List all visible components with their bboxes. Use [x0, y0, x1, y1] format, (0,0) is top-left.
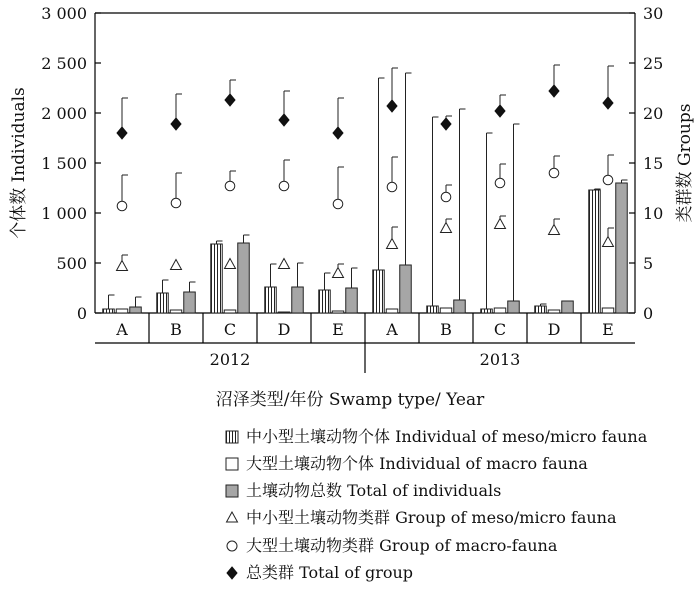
x-axis-title: 沼泽类型/年份 Swamp type/ Year: [215, 390, 485, 410]
year-label: 2013: [479, 350, 521, 369]
bar: [535, 306, 547, 313]
category-label: B: [440, 320, 452, 339]
bar: [319, 290, 331, 313]
right-y-ticks: [629, 4, 663, 323]
left-tick-label: 1 000: [41, 204, 87, 223]
point-meso-group: [225, 259, 236, 269]
bar: [562, 301, 574, 313]
category-label: A: [386, 320, 398, 339]
point-total-group: [387, 100, 397, 112]
bar: [440, 308, 452, 313]
legend-label-macro-group: 大型土壤动物类群 Group of macro-fauna: [246, 536, 558, 555]
bar: [292, 287, 304, 313]
bar: [157, 293, 169, 313]
legend: [226, 427, 648, 582]
category-label: E: [602, 320, 614, 339]
point-total-group: [603, 97, 613, 109]
point-meso-group: [387, 239, 398, 249]
point-macro-group: [333, 199, 343, 209]
point-meso-group: [279, 259, 290, 269]
left-tick-label: 1 500: [41, 154, 87, 173]
bar: [238, 243, 250, 313]
legend-label-total-individual: 土壤动物总数 Total of individuals: [246, 481, 502, 500]
point-meso-group: [441, 223, 452, 233]
legend-label-macro-individual: 大型土壤动物个体 Individual of macro fauna: [246, 454, 588, 473]
legend-label-meso-individual: 中小型土壤动物个体 Individual of meso/micro fauna: [246, 427, 648, 446]
legend-marker-macro-group: [227, 541, 237, 551]
point-macro-group: [603, 175, 613, 185]
category-label: A: [116, 320, 128, 339]
bar: [616, 183, 628, 313]
legend-label-meso-group: 中小型土壤动物类群 Group of meso/micro fauna: [246, 508, 617, 527]
right-tick-label: 30: [643, 4, 664, 23]
point-total-group: [333, 127, 343, 139]
bar: [184, 292, 196, 313]
legend-marker-total-group: [227, 567, 237, 579]
legend-swatch-total-individual: [226, 485, 238, 497]
bar: [373, 270, 385, 313]
bar: [103, 309, 115, 313]
bar: [170, 310, 182, 313]
right-tick-label: 5: [643, 254, 654, 273]
legend-swatch-meso-individual: [226, 431, 238, 443]
bar: [278, 312, 290, 313]
point-total-group: [171, 118, 181, 130]
point-meso-group: [117, 261, 128, 271]
right-tick-label: 0: [643, 304, 654, 323]
bar: [211, 244, 223, 313]
bar: [386, 309, 398, 313]
point-macro-group: [387, 182, 397, 192]
bar: [265, 287, 277, 313]
bar: [548, 310, 560, 313]
bar: [130, 307, 142, 313]
category-label: C: [493, 320, 507, 339]
point-meso-group: [549, 225, 560, 235]
category-label: B: [170, 320, 182, 339]
group-points: [117, 65, 615, 278]
point-macro-group: [495, 178, 505, 188]
bar: [494, 308, 506, 313]
category-label: D: [277, 320, 291, 339]
point-meso-group: [171, 260, 182, 270]
bar: [589, 190, 601, 313]
bar: [400, 265, 412, 313]
point-macro-group: [549, 168, 559, 178]
bar: [454, 300, 466, 313]
left-tick-label: 2 500: [41, 54, 87, 73]
bars: [103, 183, 628, 313]
bar: [332, 311, 344, 313]
right-tick-label: 25: [643, 54, 664, 73]
point-meso-group: [495, 219, 506, 229]
point-macro-group: [171, 198, 181, 208]
bar: [481, 309, 493, 313]
point-macro-group: [279, 181, 289, 191]
point-total-group: [549, 85, 559, 97]
category-label: D: [547, 320, 561, 339]
bar: [224, 310, 236, 313]
point-meso-group: [603, 237, 614, 247]
right-tick-label: 10: [643, 204, 664, 223]
point-meso-group: [333, 268, 344, 278]
bar-error-bars: [109, 73, 628, 309]
left-tick-label: 3 000: [41, 4, 87, 23]
right-tick-label: 20: [643, 104, 664, 123]
right-tick-label: 15: [643, 154, 664, 173]
legend-label-total-group: 总类群 Total of group: [246, 563, 414, 582]
legend-marker-meso-group: [227, 512, 238, 522]
point-total-group: [495, 105, 505, 117]
point-total-group: [117, 127, 127, 139]
point-macro-group: [441, 192, 451, 202]
category-label: C: [223, 320, 237, 339]
left-y-axis-title: 个体数 Individuals: [9, 87, 29, 239]
right-y-axis-title: 类群数 Groups: [675, 103, 695, 223]
bar: [346, 288, 358, 313]
year-label: 2012: [209, 350, 251, 369]
left-y-ticks: [41, 4, 101, 323]
left-tick-label: 0: [76, 304, 87, 323]
category-label: E: [332, 320, 344, 339]
bar: [116, 309, 128, 313]
legend-swatch-macro-individual: [226, 458, 238, 470]
point-macro-group: [225, 181, 235, 191]
point-total-group: [441, 118, 451, 130]
point-total-group: [225, 94, 235, 106]
bar: [602, 308, 614, 313]
bar: [508, 301, 520, 313]
point-macro-group: [117, 201, 127, 211]
point-total-group: [279, 114, 289, 126]
left-tick-label: 2 000: [41, 104, 87, 123]
bar: [427, 306, 439, 313]
left-tick-label: 500: [56, 254, 87, 273]
